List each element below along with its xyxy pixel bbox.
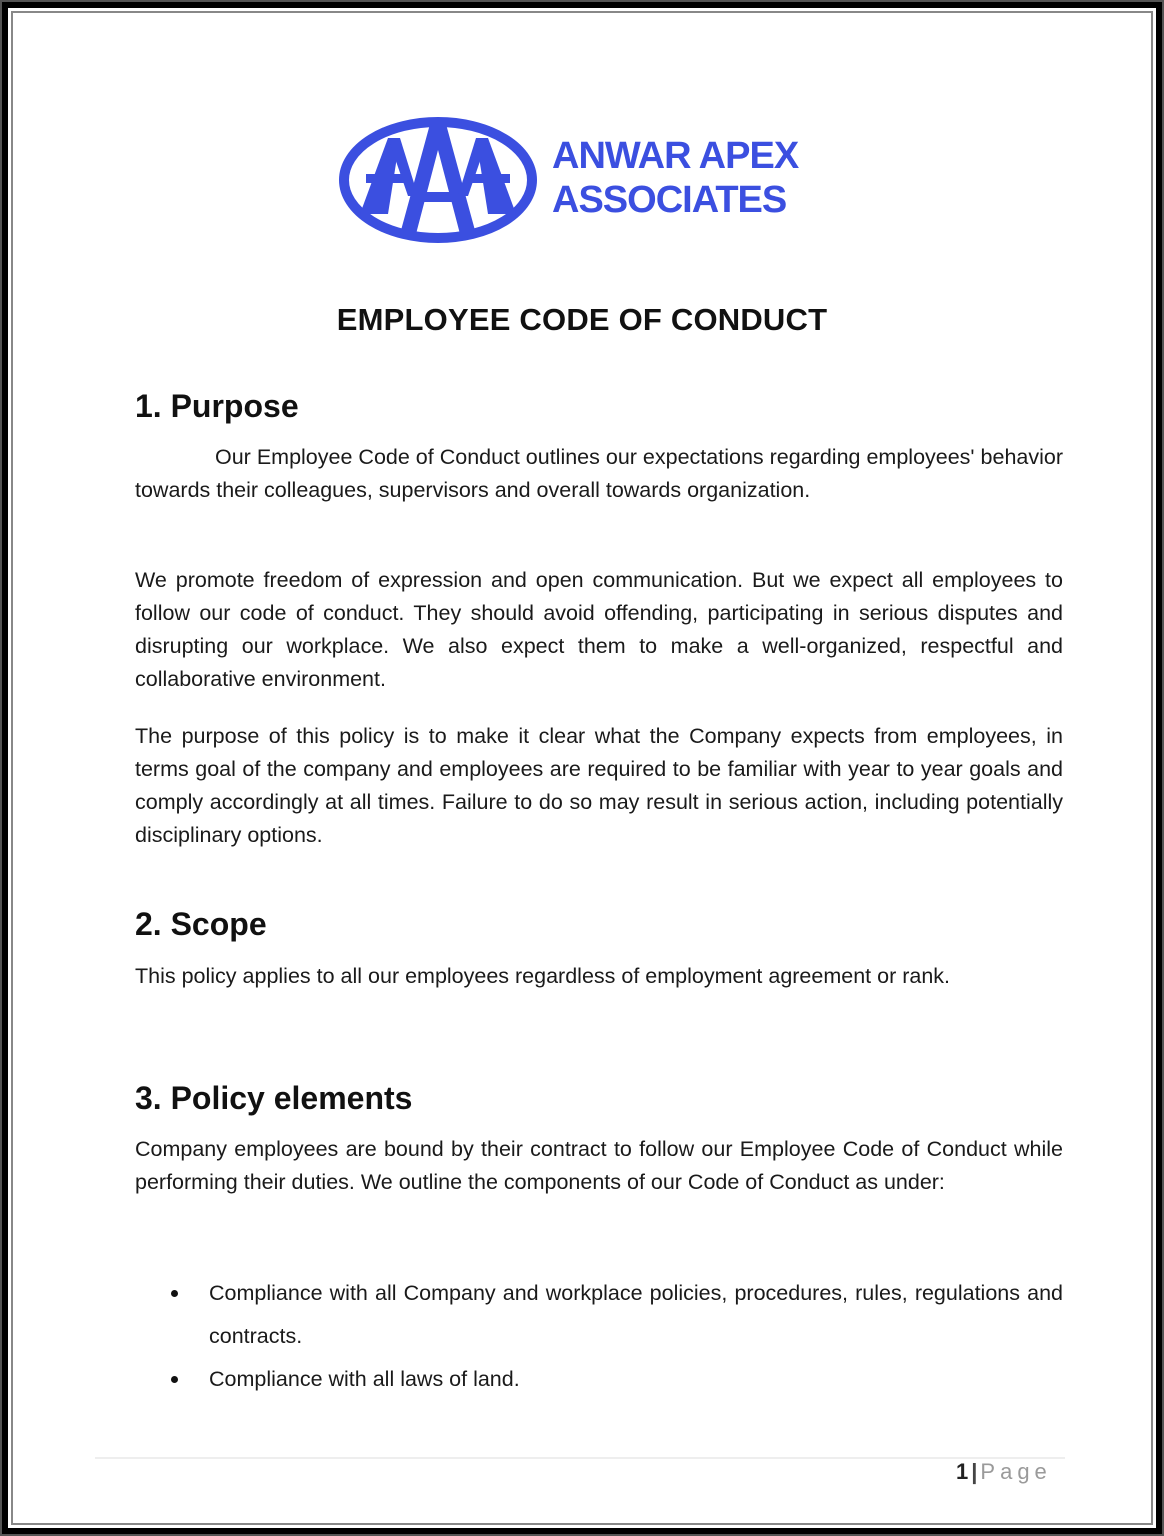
section-heading-policy-elements: 3. Policy elements (135, 1080, 413, 1116)
page-number: 1 (956, 1459, 972, 1484)
list-item (135, 1358, 1063, 1401)
company-name (552, 134, 798, 222)
aaa-oval-monogram-icon (338, 116, 538, 244)
document-title: EMPLOYEE CODE OF CONDUCT (336, 302, 828, 337)
list-item-text: Compliance with all laws of land. (209, 1367, 520, 1391)
footer-divider (95, 1457, 1065, 1459)
scope-paragraph: This policy applies to all our employees regardless of employment agreement or rank. (135, 964, 951, 988)
list-item-text: Compliance with all Company and workplace policies, procedures, rules, regulations and contracts. (209, 1281, 1063, 1348)
policy-elements-paragraph: Company employees are bound by their contract to follow our Employee Code of Conduct while performing their duties. We outline the components of our Code of Conduct as under: (135, 1137, 1063, 1194)
purpose-paragraph-3: The purpose of this policy is to make it clear what the Company expects from employees, in terms goal of the company and employees are required to be familiar with year to year goals and comply accordingly at all times. Failure to do so may result in serious action, including potentially disciplinary options. (135, 724, 1063, 847)
page-footer (956, 1459, 1052, 1485)
purpose-paragraph-1: Our Employee Code of Conduct outlines our expectations regarding employees' behavior towards their colleagues, supervisors and overall towards organization. (135, 445, 1063, 502)
section-heading-purpose: 1. Purpose (135, 388, 299, 424)
section-heading-scope: 2. Scope (135, 906, 267, 942)
list-item (135, 1272, 1063, 1358)
purpose-paragraph-2: We promote freedom of expression and open communication. But we expect all employees to follow our code of conduct. They should avoid offending, participating in serious disputes and disrupting our workplace. We also expect them to make a well-organized, respectful and collaborative environment. (135, 568, 1063, 691)
footer-separator: | (971, 1459, 981, 1484)
company-logo (338, 116, 838, 246)
company-name-line-2: ASSOCIATES (552, 179, 787, 221)
page-label: Page (980, 1459, 1052, 1484)
bullet-icon (171, 1376, 178, 1383)
bullet-icon (171, 1290, 178, 1297)
company-name-line-1: ANWAR APEX (552, 135, 799, 177)
policy-elements-list (135, 1272, 1063, 1401)
